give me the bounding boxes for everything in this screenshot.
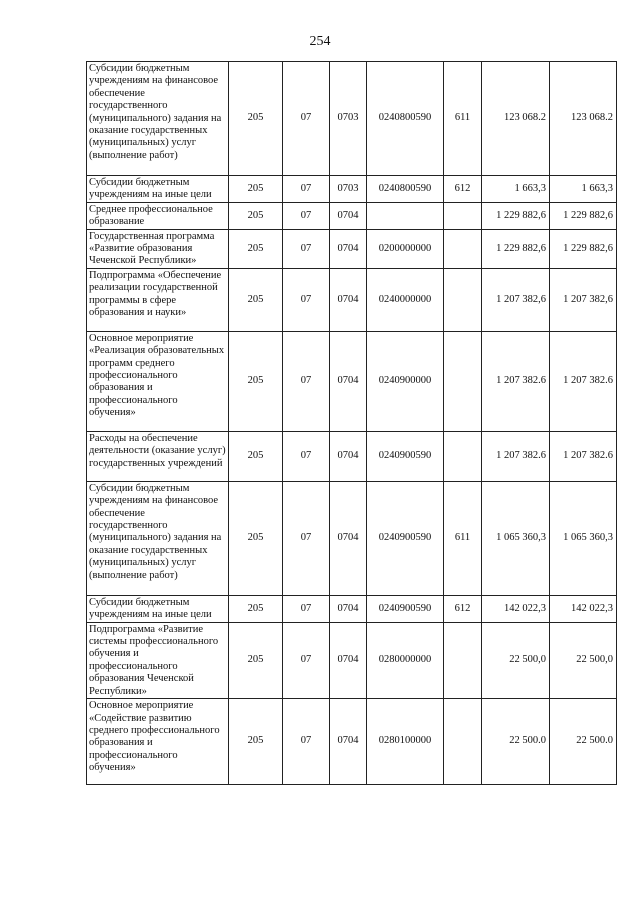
row-name: Основное мероприятие «Реализация образовательных программ среднего профессионального образования и профессионального обучения» [87,331,229,431]
table-row [87,202,617,229]
row-name: Государственная программа «Развитие образования Чеченской Республики» [87,229,229,268]
sum-year-2: 1 065 360,3 [550,481,617,595]
section-code: 07 [283,699,330,785]
target-code: 0240900590 [367,481,444,595]
sum-year-2: 1 207 382.6 [550,331,617,431]
section-code: 07 [283,176,330,203]
row-name: Основное мероприятие «Содействие развитию среднего профессионального образования и профессионального обучения» [87,699,229,785]
target-code: 0240800590 [367,62,444,176]
section-code: 07 [283,268,330,331]
ministry-code: 205 [229,622,283,698]
ministry-code: 205 [229,431,283,481]
section-code: 07 [283,202,330,229]
table-row [87,481,617,595]
sum-year-1: 1 207 382,6 [482,268,550,331]
sum-year-2: 22 500,0 [550,622,617,698]
section-code: 07 [283,622,330,698]
subsection-code: 0704 [330,431,367,481]
table-row [87,595,617,622]
expense-type-code [444,229,482,268]
ministry-code: 205 [229,595,283,622]
page-number: 254 [309,34,331,49]
ministry-code: 205 [229,331,283,431]
subsection-code: 0704 [330,699,367,785]
section-code: 07 [283,481,330,595]
subsection-code: 0704 [330,202,367,229]
table-row [87,622,617,698]
table-row [87,331,617,431]
sum-year-1: 1 207 382.6 [482,431,550,481]
table-row [87,268,617,331]
sum-year-1: 142 022,3 [482,595,550,622]
row-name: Подпрограмма «Развитие системы профессионального обучения и профессионального образования Чеченской Республики» [87,622,229,698]
sum-year-2: 123 068.2 [550,62,617,176]
table-row [87,229,617,268]
sum-year-1: 123 068.2 [482,62,550,176]
row-name: Субсидии бюджетным учреждениям на финансовое обеспечение государственного (муниципального) задания на оказание государственных (муниципальных) услуг (выполнение работ) [87,481,229,595]
ministry-code: 205 [229,481,283,595]
ministry-code: 205 [229,202,283,229]
section-code: 07 [283,229,330,268]
section-code: 07 [283,62,330,176]
expense-type-code [444,699,482,785]
sum-year-2: 1 229 882,6 [550,202,617,229]
ministry-code: 205 [229,176,283,203]
row-name: Подпрограмма «Обеспечение реализации государственной программы в сфере образования и науки» [87,268,229,331]
target-code: 0240900590 [367,431,444,481]
subsection-code: 0703 [330,62,367,176]
target-code: 0280100000 [367,699,444,785]
subsection-code: 0704 [330,595,367,622]
sum-year-1: 1 229 882,6 [482,229,550,268]
section-code: 07 [283,431,330,481]
sum-year-1: 1 229 882,6 [482,202,550,229]
ministry-code: 205 [229,268,283,331]
subsection-code: 0704 [330,268,367,331]
subsection-code: 0704 [330,229,367,268]
sum-year-1: 1 207 382.6 [482,331,550,431]
expense-type-code [444,431,482,481]
expense-type-code [444,268,482,331]
sum-year-2: 142 022,3 [550,595,617,622]
ministry-code: 205 [229,699,283,785]
row-name: Субсидии бюджетным учреждениям на иные цели [87,176,229,203]
table-row [87,699,617,785]
row-name: Субсидии бюджетным учреждениям на иные цели [87,595,229,622]
sum-year-1: 1 663,3 [482,176,550,203]
expense-type-code: 611 [444,481,482,595]
sum-year-2: 22 500.0 [550,699,617,785]
subsection-code: 0704 [330,331,367,431]
expense-type-code [444,331,482,431]
target-code: 0240900000 [367,331,444,431]
row-name: Субсидии бюджетным учреждениям на финансовое обеспечение государственного (муниципального) задания на оказание государственных (муниципальных) услуг (выполнение работ) [87,62,229,176]
budget-table [86,61,617,785]
target-code: 0240900590 [367,595,444,622]
expense-type-code: 612 [444,176,482,203]
sum-year-2: 1 229 882,6 [550,229,617,268]
target-code: 0200000000 [367,229,444,268]
row-name: Среднее профессиональное образование [87,202,229,229]
sum-year-1: 22 500.0 [482,699,550,785]
section-code: 07 [283,595,330,622]
sum-year-2: 1 663,3 [550,176,617,203]
table-row [87,62,617,176]
target-code: 0280000000 [367,622,444,698]
sum-year-1: 1 065 360,3 [482,481,550,595]
target-code: 0240000000 [367,268,444,331]
subsection-code: 0704 [330,622,367,698]
target-code: 0240800590 [367,176,444,203]
subsection-code: 0704 [330,481,367,595]
sum-year-2: 1 207 382.6 [550,431,617,481]
target-code [367,202,444,229]
row-name: Расходы на обеспечение деятельности (оказание услуг) государственных учреждений [87,431,229,481]
expense-type-code [444,202,482,229]
ministry-code: 205 [229,229,283,268]
section-code: 07 [283,331,330,431]
expense-type-code: 611 [444,62,482,176]
expense-type-code: 612 [444,595,482,622]
expense-type-code [444,622,482,698]
subsection-code: 0703 [330,176,367,203]
sum-year-1: 22 500,0 [482,622,550,698]
table-row [87,176,617,203]
table-row [87,431,617,481]
sum-year-2: 1 207 382,6 [550,268,617,331]
ministry-code: 205 [229,62,283,176]
